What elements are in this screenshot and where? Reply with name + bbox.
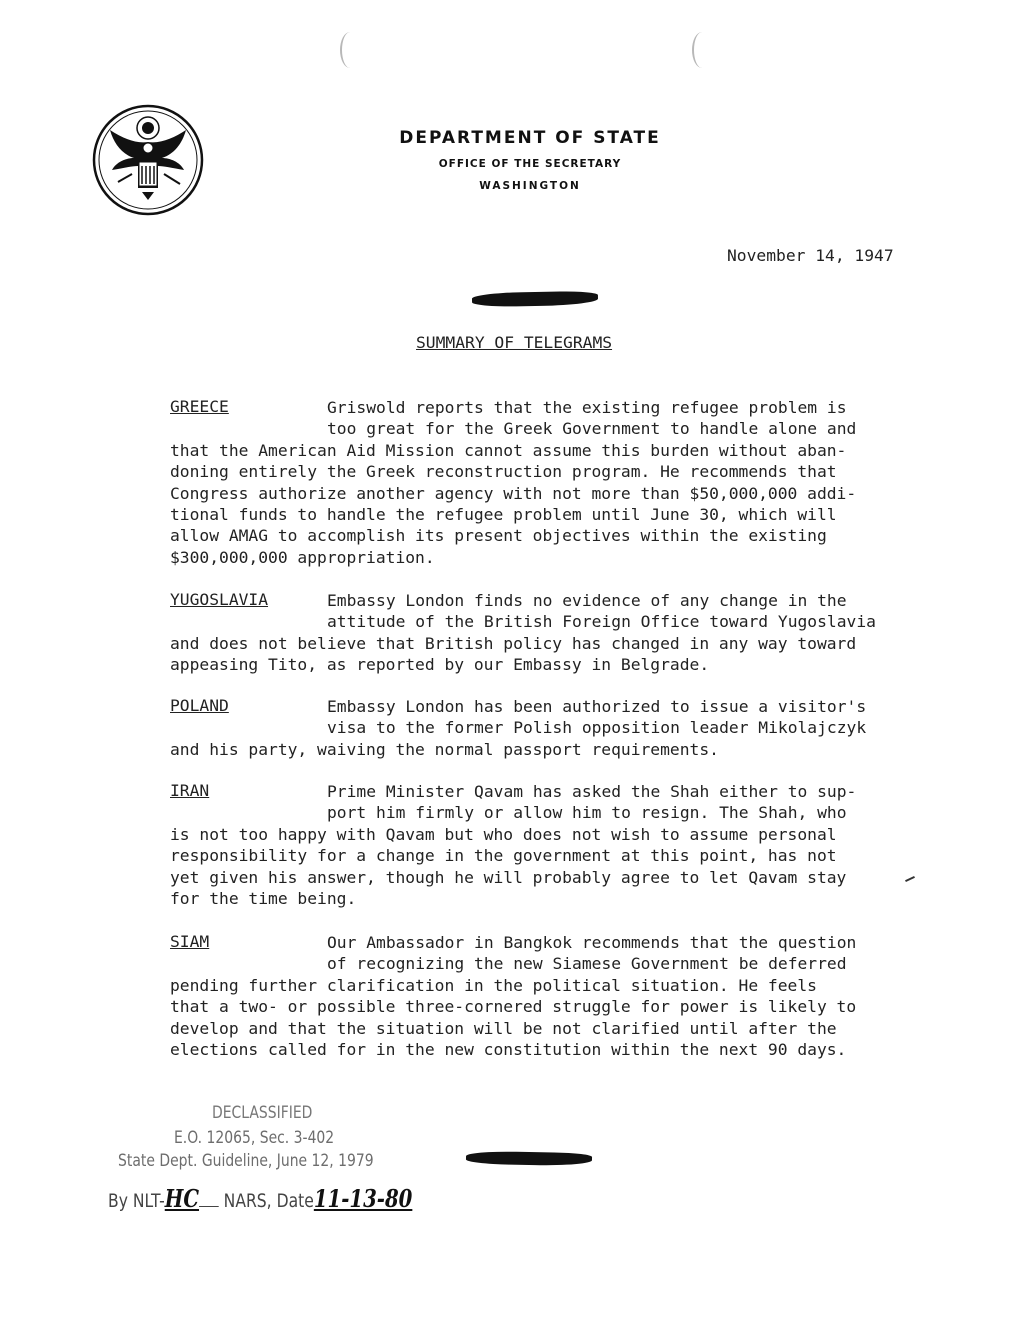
by-prefix: By NLT- xyxy=(108,1190,165,1212)
text-line: that the American Aid Mission cannot assume this burden without aban- xyxy=(170,440,847,460)
section-heading: YUGOSLAVIA xyxy=(170,590,269,609)
text-line: and does not believe that British policy has changed in any way toward xyxy=(170,633,857,653)
text-line: is not too happy with Qavam but who does not wish to assume personal xyxy=(170,824,837,844)
text-line: Our Ambassador in Bangkok recommends that the question xyxy=(327,933,857,952)
nars-label: NARS, Date xyxy=(223,1190,314,1212)
section-heading: IRAN xyxy=(170,781,210,800)
blank-line xyxy=(199,1206,219,1207)
document-title: SUMMARY OF TELEGRAMS xyxy=(416,333,613,352)
section-siam xyxy=(170,932,930,1060)
city-name: WASHINGTON xyxy=(479,180,581,192)
text-line: allow AMAG to accomplish its present objectives within the existing xyxy=(170,526,827,546)
text-line: $300,000,000 appropriation. xyxy=(170,547,435,567)
redaction-mark xyxy=(472,291,598,307)
binder-hole xyxy=(692,32,712,68)
text-line: port him firmly or allow him to resign. The Shah, who xyxy=(327,803,847,823)
section-poland xyxy=(170,696,930,760)
handwritten-initials: HC xyxy=(164,1184,200,1213)
section-yugoslavia xyxy=(170,590,930,676)
text-line: yet given his answer, though he will probably agree to let Qavam stay xyxy=(170,867,847,887)
guideline-line: State Dept. Guideline, June 12, 1979 xyxy=(118,1151,374,1171)
text-line: and his party, waiving the normal passport requirements. xyxy=(170,739,719,759)
section-heading: SIAM xyxy=(170,932,210,951)
text-line: tional funds to handle the refugee problem until June 30, which will xyxy=(170,504,837,524)
section-heading: GREECE xyxy=(170,397,229,416)
department-name: DEPARTMENT OF STATE xyxy=(399,128,661,148)
text-line: elections called for in the new constitution within the next 90 days. xyxy=(170,1039,847,1059)
text-line: Embassy London finds no evidence of any change in the xyxy=(327,591,847,610)
text-line: pending further clarification in the political situation. He feels xyxy=(170,975,817,995)
handwritten-date: 11-13-80 xyxy=(313,1184,413,1213)
section-heading: POLAND xyxy=(170,696,229,715)
text-line: Congress authorize another agency with not more than $50,000,000 addi- xyxy=(170,483,857,503)
letterhead xyxy=(330,128,730,192)
text-line: too great for the Greek Government to handle alone and xyxy=(327,419,857,439)
text-line: visa to the former Polish opposition leader Mikolajczyk xyxy=(327,718,867,738)
redaction-mark xyxy=(466,1151,592,1166)
great-seal-icon xyxy=(92,104,204,216)
text-line: of recognizing the new Siamese Government be deferred xyxy=(327,954,847,974)
section-iran xyxy=(170,781,930,909)
office-name: OFFICE OF THE SECRETARY xyxy=(438,158,622,170)
declassified-stamp: DECLASSIFIED xyxy=(212,1103,313,1123)
text-line: attitude of the British Foreign Office toward Yugoslavia xyxy=(327,612,876,632)
section-greece xyxy=(170,397,930,568)
text-line: that a two- or possible three-cornered struggle for power is likely to xyxy=(170,997,857,1017)
document-date: November 14, 1947 xyxy=(727,246,894,265)
text-line: responsibility for a change in the government at this point, has not xyxy=(170,846,837,866)
executive-order-line: E.O. 12065, Sec. 3-402 xyxy=(174,1128,335,1148)
text-line: Griswold reports that the existing refugee problem is xyxy=(327,398,847,417)
text-line: Prime Minister Qavam has asked the Shah either to sup- xyxy=(327,782,857,801)
text-line: for the time being. xyxy=(170,888,357,908)
text-line: Embassy London has been authorized to issue a visitor's xyxy=(327,697,867,716)
binder-hole xyxy=(340,32,360,68)
text-line: appeasing Tito, as reported by our Embassy in Belgrade. xyxy=(170,655,710,675)
text-line: doning entirely the Greek reconstruction program. He recommends that xyxy=(170,462,837,482)
text-line: develop and that the situation will be not clarified until after the xyxy=(170,1018,837,1038)
authorization-line xyxy=(108,1184,412,1213)
